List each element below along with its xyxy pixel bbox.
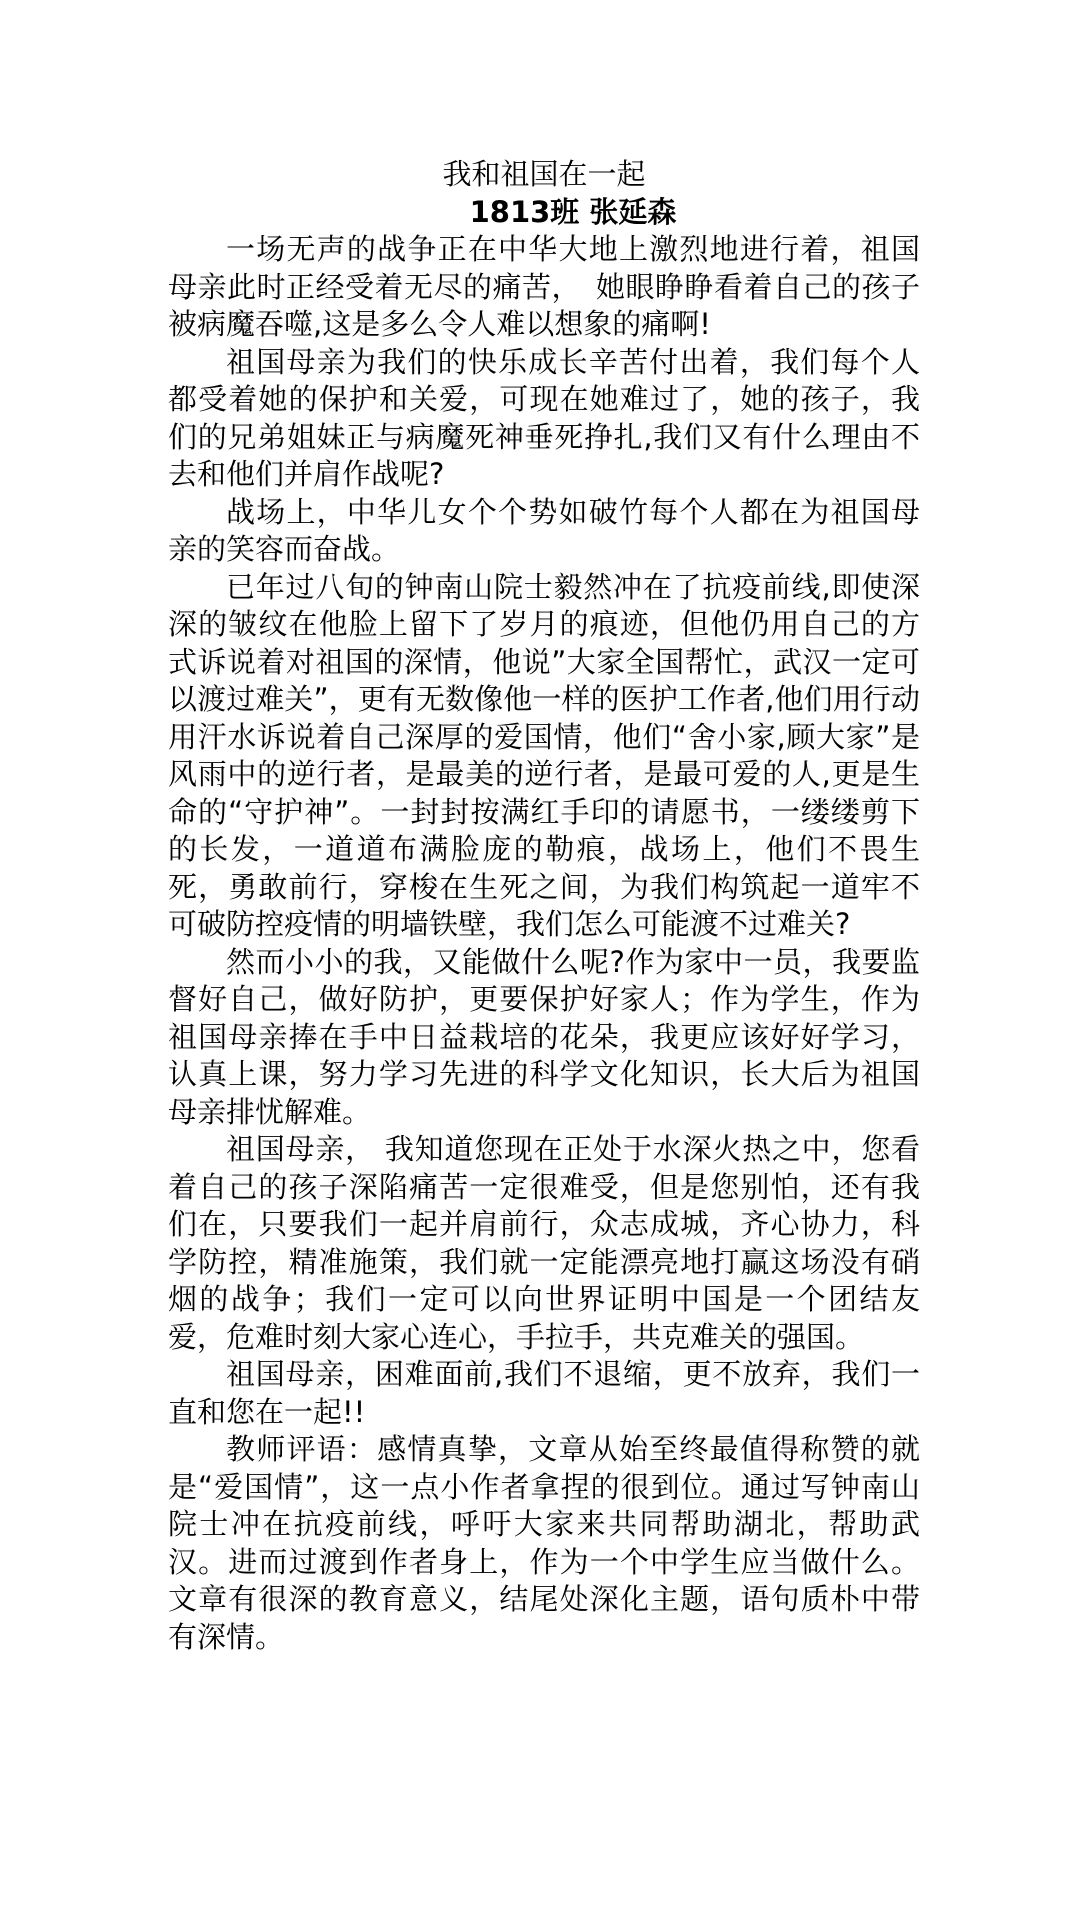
article-byline: 1813班 张延森 — [469, 194, 677, 229]
article-title: 我和祖国在一起 — [442, 157, 646, 191]
paragraph-battlefield: 战场上，中华儿女个个势如破竹每个人都在为祖国母亲的笑容而奋战。 — [168, 494, 920, 566]
article-body — [168, 156, 920, 1656]
paragraph-motherland-care: 祖国母亲为我们的快乐成长辛苦付出着，我们每个人都受着她的保护和关爱，可现在她难过了，她的孩子，我们的兄弟姐妹正与病魔死神垂死挣扎,我们又有什么理由不去和他们并肩作战呢? — [168, 344, 920, 491]
paragraph-what-can-i-do: 然而小小的我，又能做什么呢?作为家中一员，我要监督好自己，做好防护，更要保护好家人；作为学生，作为祖国母亲捧在手中日益栽培的花朵，我更应该好好学习，认真上课，努力学习先进的科学文化知识，长大后为祖国母亲排忧解难。 — [168, 944, 920, 1129]
paragraph-promise: 祖国母亲， 我知道您现在正处于水深火热之中，您看着自己的孩子深陷痛苦一定很难受，但是您别怕，还有我们在，只要我们一起并肩前行，众志成城，齐心协力，科学防控，精准施策，我们就一定能漂亮地打赢这场没有硝烟的战争；我们一定可以向世界证明中国是一个团结友爱，危难时刻大家心连心，手拉手，共克难关的强国。 — [168, 1132, 920, 1354]
paragraph-war-intro: 一场无声的战争正在中华大地上激烈地进行着，祖国母亲此时正经受着无尽的痛苦， 她眼睁睁看着自己的孩子被病魔吞噬,这是多么令人难以想象的痛啊! — [168, 232, 920, 341]
paragraph-teacher-comment: 教师评语：感情真挚，文章从始至终最值得称赞的就是“爱国情”，这一点小作者拿捏的很到位。通过写钟南山院士冲在抗疫前线，呼吁大家来共同帮助湖北，帮助武汉。进而过渡到作者身上，作为一个中学生应当做什么。文章有很深的教育意义，结尾处深化主题，语句质朴中带有深情。 — [168, 1432, 920, 1654]
paragraph-together: 祖国母亲，困难面前,我们不退缩，更不放弃，我们一直和您在一起!! — [168, 1357, 920, 1429]
paragraph-zhong-nanshan: 已年过八旬的钟南山院士毅然冲在了抗疫前线,即使深深的皱纹在他脸上留下了岁月的痕迹，但他仍用自己的方式诉说着对祖国的深情，他说”大家全国帮忙，武汉一定可以渡过难关”，更有无数像他一样的医护工作者,他们用行动用汗水诉说着自己深厚的爱国情，他们“舍小家,顾大家”是风雨中的逆行者，是最美的逆行者，是最可爱的人,更是生命的“守护神”。一封封按满红手印的请愿书，一缕缕剪下的长发，一道道布满脸庞的勒痕，战场上，他们不畏生死，勇敢前行，穿梭在生死之间，为我们构筑起一道牢不可破防控疫情的明墙铁壁，我们怎么可能渡不过难关? — [168, 569, 920, 941]
